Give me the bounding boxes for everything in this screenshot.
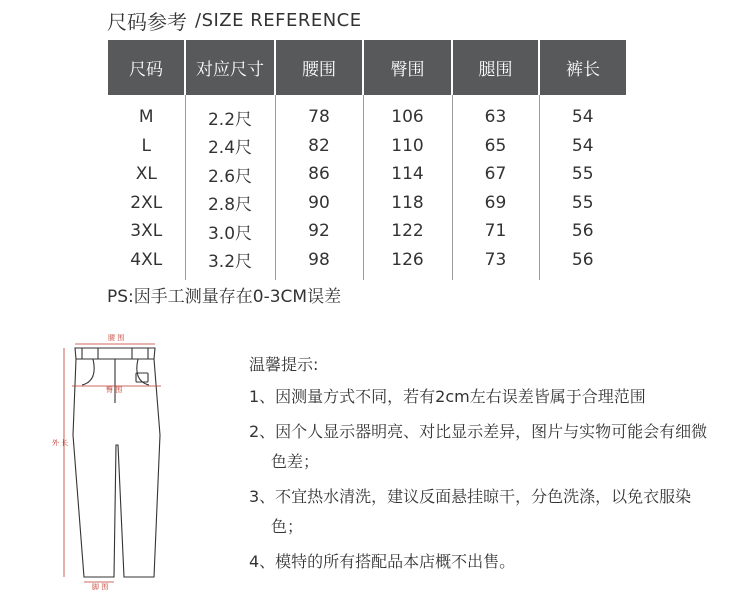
- table-row: [108, 189, 626, 218]
- pants-measurement-diagram: [48, 325, 198, 590]
- table-cell: 55: [539, 189, 626, 218]
- label-hip: 臀 围: [106, 386, 123, 394]
- table-row: [108, 246, 626, 281]
- tip-item: 3、不宜热水清洗，建议反面悬挂晾干，分色洗涤，以免衣服染色；: [249, 487, 692, 536]
- label-outer-length: 外 长: [52, 439, 69, 447]
- table-cell: 2XL: [130, 192, 163, 213]
- table-cell: 106: [363, 95, 452, 132]
- header-hip: 臀围: [363, 40, 452, 95]
- tip-item: 4、模特的所有搭配品本店概不出售。: [249, 552, 516, 571]
- table-cell: 54: [539, 95, 626, 132]
- table-cell: 4XL: [130, 249, 163, 270]
- table-cell: 114: [363, 160, 452, 189]
- table-cell: 69: [452, 189, 539, 218]
- label-hem: 脚 围: [92, 583, 109, 590]
- table-row: [108, 132, 626, 161]
- table-cell: 54: [539, 132, 626, 161]
- header-waist: 腰围: [275, 40, 363, 95]
- measurement-note: PS:因手工测量存在0-3CM误差: [107, 287, 342, 307]
- table-cell: 2.2尺: [185, 95, 275, 132]
- pants-outline: [73, 348, 160, 577]
- tips-panel: [249, 350, 709, 582]
- tip-item: 1、因测量方式不同，若有2cm左右误差皆属于合理范围: [249, 387, 646, 406]
- table-cell: 56: [539, 246, 626, 281]
- table-cell: 98: [275, 246, 363, 281]
- label-waist: 腰 围: [108, 334, 125, 342]
- table-cell: L: [141, 135, 151, 156]
- table-cell: 3.2尺: [185, 246, 275, 281]
- table-cell: 65: [452, 132, 539, 161]
- tips-title: 温馨提示:: [249, 355, 319, 374]
- table-cell: 118: [363, 189, 452, 218]
- table-cell: 78: [275, 95, 363, 132]
- table-cell: 82: [275, 132, 363, 161]
- table-cell: 110: [363, 132, 452, 161]
- tip-item: 2、因个人显示器明亮、对比显示差异，图片与实物可能会有细微色差；: [249, 422, 708, 471]
- title-chinese: 尺码参考: [107, 9, 187, 34]
- title-english: /SIZE REFERENCE: [195, 9, 362, 31]
- table-cell: 126: [363, 246, 452, 281]
- table-cell: XL: [135, 164, 157, 185]
- table-row: [108, 95, 626, 132]
- table-cell: 2.4尺: [185, 132, 275, 161]
- table-cell: 3.0尺: [185, 217, 275, 246]
- table-cell: 71: [452, 217, 539, 246]
- table-cell: 67: [452, 160, 539, 189]
- size-table: [108, 40, 626, 280]
- table-cell: 3XL: [130, 221, 163, 242]
- table-cell: 56: [539, 217, 626, 246]
- table-cell: 122: [363, 217, 452, 246]
- header-length: 裤长: [539, 40, 626, 95]
- table-row: [108, 217, 626, 246]
- table-cell: 92: [275, 217, 363, 246]
- header-fit-size: 对应尺寸: [185, 40, 275, 95]
- table-cell: M: [138, 107, 154, 128]
- table-row: [108, 160, 626, 189]
- table-cell: 86: [275, 160, 363, 189]
- size-reference-title: [107, 6, 362, 34]
- header-size: 尺码: [108, 40, 185, 95]
- table-cell: 55: [539, 160, 626, 189]
- table-cell: 73: [452, 246, 539, 281]
- measurement-guides: [64, 344, 161, 582]
- table-cell: 90: [275, 189, 363, 218]
- table-cell: 2.6尺: [185, 160, 275, 189]
- table-cell: 63: [452, 95, 539, 132]
- table-cell: 2.8尺: [185, 189, 275, 218]
- header-thigh: 腿围: [452, 40, 539, 95]
- table-header-row: [108, 40, 626, 95]
